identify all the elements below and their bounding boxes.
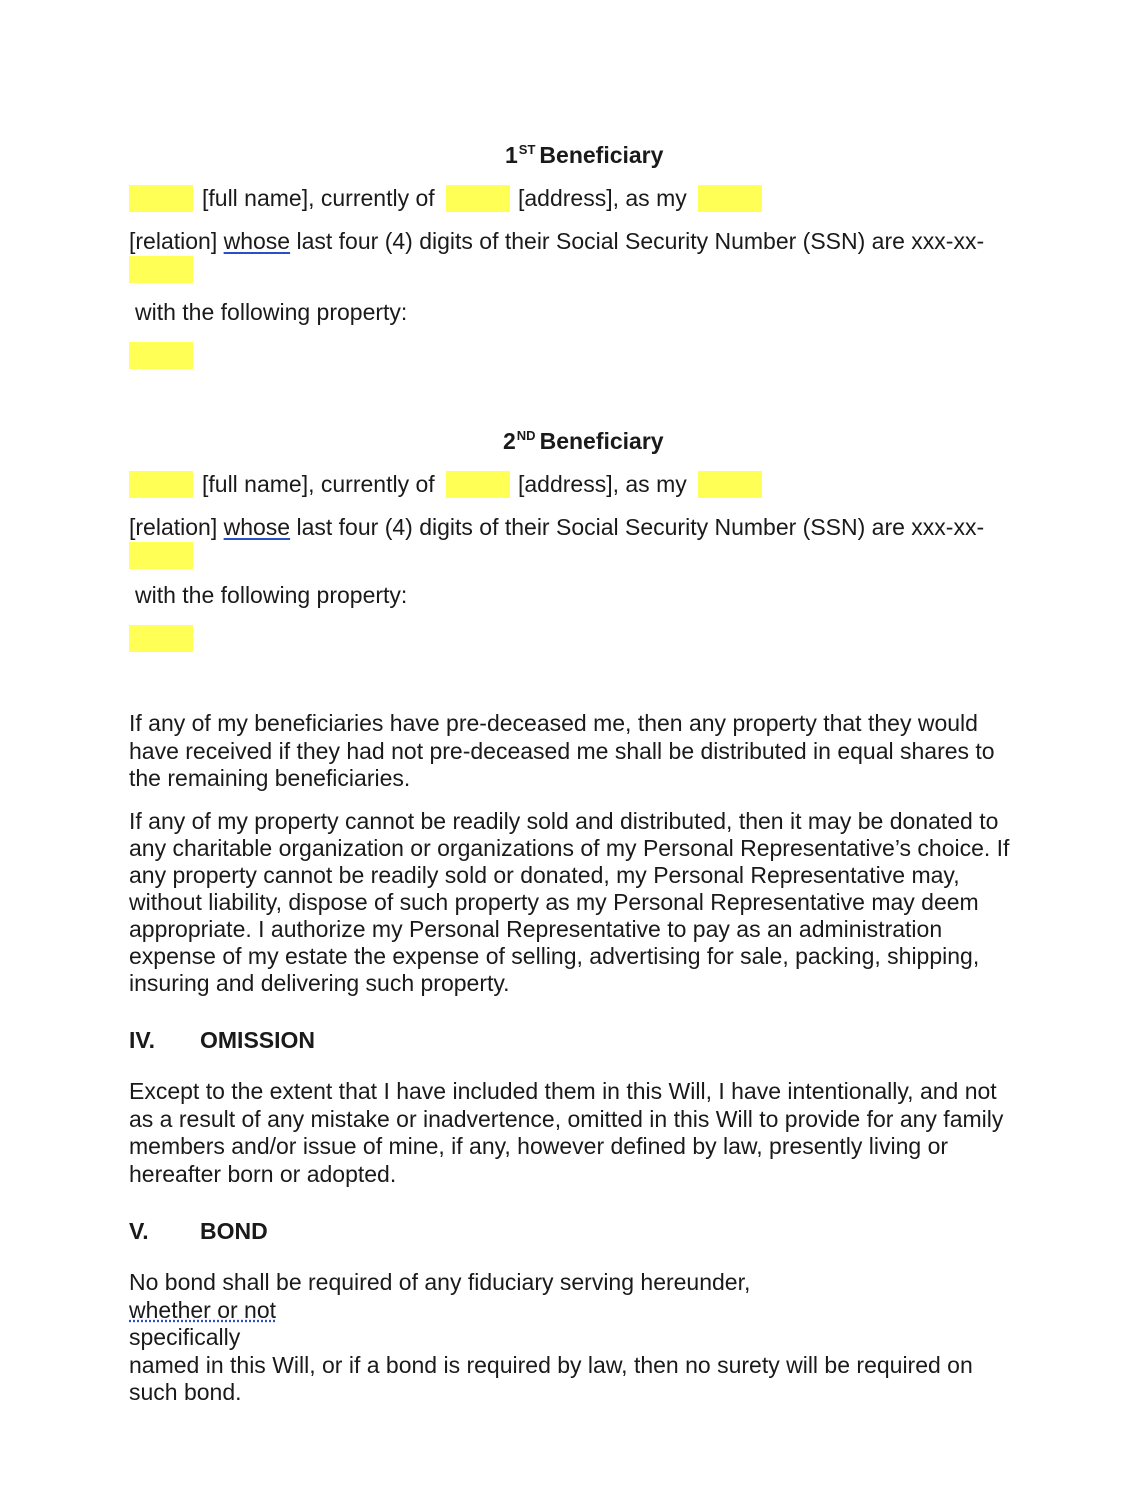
- beneficiary-2-name-label: [full name], currently of: [202, 471, 435, 497]
- paragraph-line: [129, 1269, 1049, 1352]
- beneficiary-1-ordinal-suffix: ST: [518, 142, 536, 157]
- beneficiary-1-heading: [505, 142, 663, 169]
- paragraph-line: any property cannot be readily sold or donated, my Personal Representative may,: [129, 862, 960, 888]
- beneficiary-2-title: Beneficiary: [539, 428, 664, 454]
- beneficiary-1-whose: whose: [223, 228, 291, 254]
- paragraph-line: appropriate. I authorize my Personal Representative to pay as an administration: [129, 916, 943, 942]
- bond-paragraph: [129, 1269, 1049, 1407]
- bond-section-number: V.: [129, 1218, 149, 1244]
- beneficiary-1-ordinal: 1: [505, 142, 518, 168]
- paragraph-line: If any of my property cannot be readily sold and distributed, then it may be donated to: [129, 808, 999, 834]
- paragraph-line: hereafter born or adopted.: [129, 1160, 397, 1187]
- paragraph-line: the remaining beneficiaries.: [129, 765, 411, 791]
- paragraph-line: as a result of any mistake or inadvertence, omitted in this Will to provide for any family: [129, 1105, 1004, 1132]
- beneficiary-2-relation-field[interactable]: [698, 471, 762, 498]
- paragraph-line: have received if they had not pre-deceased me shall be distributed in equal shares to: [129, 737, 995, 764]
- beneficiary-2-property-field[interactable]: [129, 625, 193, 652]
- beneficiary-2-ordinal-suffix: ND: [516, 428, 536, 443]
- paragraph-line: named in this Will, or if a bond is required by law, then no surety will be required on: [129, 1351, 973, 1378]
- beneficiary-2-property-label: with the following property:: [135, 582, 408, 608]
- beneficiary-2-heading: [503, 428, 664, 455]
- paragraph-line: such bond.: [129, 1379, 242, 1405]
- predeceased-paragraph: [129, 710, 1049, 793]
- paragraph-line: insuring and delivering such property.: [129, 970, 510, 996]
- omission-paragraph: [129, 1078, 1049, 1188]
- paragraph-line: Except to the extent that I have included them in this Will, I have intentionally, and not: [129, 1078, 997, 1104]
- omission-section-number: IV.: [129, 1027, 156, 1053]
- beneficiary-1-ssn-line: [129, 227, 984, 255]
- bond-line1-end: specifically: [129, 1324, 241, 1350]
- beneficiary-2-address-field[interactable]: [446, 471, 510, 498]
- beneficiary-2-ssn-text: last four (4) digits of their Social Security Number (SSN) are xxx-xx-: [296, 514, 985, 540]
- paragraph-line: without liability, dispose of such property as my Personal Representative may deem: [129, 889, 979, 915]
- bond-line1-start: No bond shall be required of any fiduciary serving hereunder,: [129, 1269, 751, 1295]
- paragraph-line: any charitable organization or organizations of my Personal Representative’s choice. If: [129, 835, 1010, 861]
- beneficiary-1-name-label: [full name], currently of: [202, 185, 435, 211]
- beneficiary-2-ordinal: 2: [503, 428, 516, 454]
- beneficiary-1-property-label: with the following property:: [135, 299, 408, 325]
- beneficiary-1-address-field[interactable]: [446, 185, 510, 212]
- beneficiary-2-whose: whose: [223, 514, 291, 540]
- paragraph-line: members and/or issue of mine, if any, however defined by law, presently living or: [129, 1133, 949, 1159]
- omission-section-title: OMISSION: [200, 1027, 316, 1053]
- beneficiary-1-address-label: [address], as my: [518, 185, 687, 211]
- paragraph-line: If any of my beneficiaries have pre-deceased me, then any property that they would: [129, 710, 978, 736]
- beneficiary-1-name-field[interactable]: [129, 185, 193, 212]
- bond-line1-flagged-phrase: whether or not: [129, 1296, 277, 1323]
- beneficiary-2-ssn-field[interactable]: [129, 542, 193, 569]
- beneficiary-1-ssn-text: last four (4) digits of their Social Security Number (SSN) are xxx-xx-: [296, 228, 985, 254]
- beneficiary-1-property-field[interactable]: [129, 342, 193, 369]
- beneficiary-1-relation-label: [relation]: [129, 228, 218, 254]
- beneficiary-1-ssn-field[interactable]: [129, 256, 193, 283]
- beneficiary-2-name-field[interactable]: [129, 471, 193, 498]
- beneficiary-1-title: Beneficiary: [539, 142, 664, 168]
- paragraph-line: expense of my estate the expense of selling, advertising for sale, packing, shipping,: [129, 943, 980, 969]
- beneficiary-2-address-label: [address], as my: [518, 471, 687, 497]
- beneficiary-2-relation-label: [relation]: [129, 514, 218, 540]
- unsold-property-paragraph: [129, 808, 1049, 997]
- beneficiary-1-relation-field[interactable]: [698, 185, 762, 212]
- bond-section-title: BOND: [200, 1218, 268, 1244]
- beneficiary-2-ssn-line: [129, 513, 984, 541]
